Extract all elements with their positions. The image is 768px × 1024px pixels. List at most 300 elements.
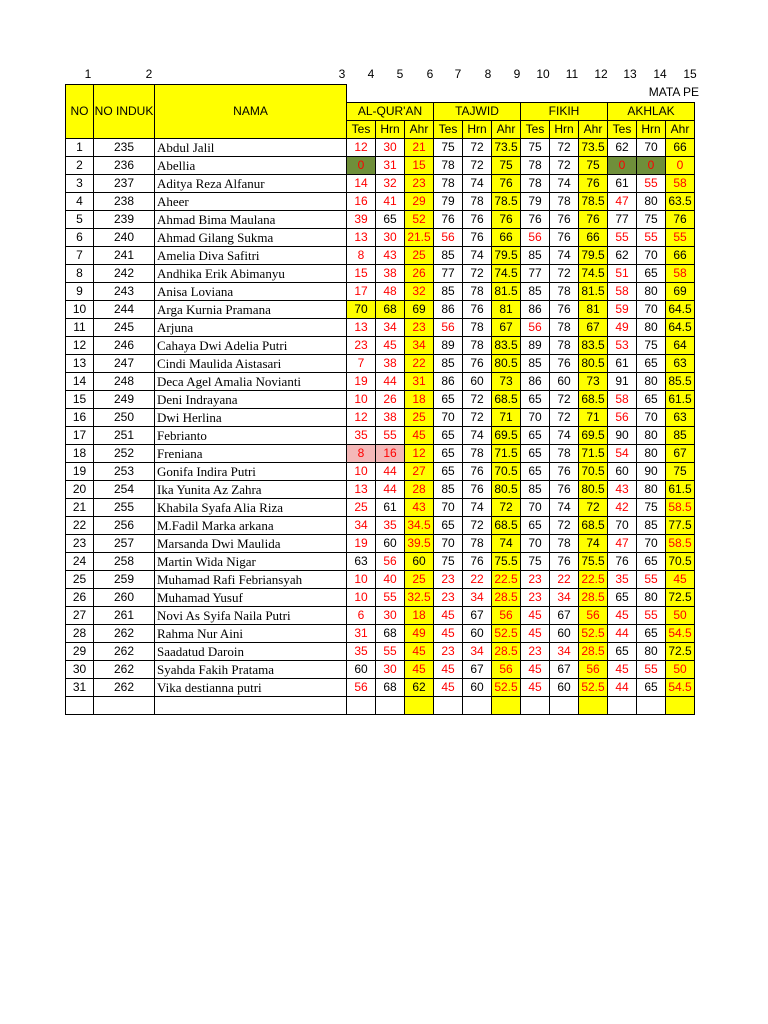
cell-score[interactable]: 79.5 xyxy=(579,246,608,264)
cell-score[interactable]: 86 xyxy=(521,372,550,390)
cell-score[interactable]: 0 xyxy=(347,156,376,174)
cell-score[interactable]: 55 xyxy=(637,606,666,624)
cell-score[interactable]: 45 xyxy=(608,660,637,678)
cell-score[interactable]: 90 xyxy=(637,462,666,480)
cell-score[interactable]: 32 xyxy=(376,174,405,192)
cell-score[interactable]: 75 xyxy=(637,210,666,228)
cell-nama[interactable]: Dwi Herlina xyxy=(155,408,347,426)
cell-score[interactable]: 67 xyxy=(579,318,608,336)
cell-score[interactable]: 78.5 xyxy=(579,192,608,210)
cell-score[interactable]: 78 xyxy=(463,534,492,552)
cell-nama[interactable]: Muhamad Rafi Febriansyah xyxy=(155,570,347,588)
cell-score[interactable]: 78 xyxy=(463,318,492,336)
cell-score[interactable]: 61.5 xyxy=(666,390,695,408)
cell-no-induk[interactable]: 259 xyxy=(94,570,155,588)
cell-score[interactable]: 80 xyxy=(637,642,666,660)
cell-score[interactable]: 47 xyxy=(608,534,637,552)
cell-score[interactable]: 56 xyxy=(521,318,550,336)
cell-score[interactable]: 18 xyxy=(405,390,434,408)
cell-score[interactable]: 85 xyxy=(521,354,550,372)
cell-score[interactable]: 65 xyxy=(521,390,550,408)
cell-score[interactable]: 64.5 xyxy=(666,300,695,318)
cell-score[interactable]: 63.5 xyxy=(666,192,695,210)
cell-score[interactable]: 70 xyxy=(521,498,550,516)
cell-score[interactable]: 70 xyxy=(434,534,463,552)
cell-score[interactable]: 12 xyxy=(347,408,376,426)
cell-score[interactable]: 55 xyxy=(376,642,405,660)
cell-score[interactable]: 44 xyxy=(376,372,405,390)
cell-score[interactable]: 60 xyxy=(405,552,434,570)
cell-score[interactable]: 30 xyxy=(376,606,405,624)
cell-score[interactable]: 60 xyxy=(608,462,637,480)
cell-score[interactable]: 58 xyxy=(666,264,695,282)
cell-score[interactable]: 71.5 xyxy=(492,444,521,462)
cell-no[interactable]: 24 xyxy=(66,552,94,570)
cell-score[interactable]: 34 xyxy=(376,318,405,336)
cell-score[interactable]: 48 xyxy=(376,282,405,300)
cell-no[interactable]: 18 xyxy=(66,444,94,462)
cell-score[interactable]: 50 xyxy=(666,660,695,678)
cell-score[interactable]: 69.5 xyxy=(579,426,608,444)
cell-score[interactable]: 78 xyxy=(550,192,579,210)
cell-score[interactable]: 68.5 xyxy=(579,516,608,534)
cell-score[interactable]: 81.5 xyxy=(492,282,521,300)
cell-no-induk[interactable]: 250 xyxy=(94,408,155,426)
cell-score[interactable]: 35 xyxy=(347,426,376,444)
cell-no-induk[interactable]: 262 xyxy=(94,624,155,642)
cell-nama[interactable]: Ahmad Gilang Sukma xyxy=(155,228,347,246)
cell-score[interactable]: 17 xyxy=(347,282,376,300)
cell-score[interactable]: 75 xyxy=(434,138,463,156)
cell-score[interactable]: 72 xyxy=(463,390,492,408)
cell-no-induk[interactable]: 244 xyxy=(94,300,155,318)
cell-score[interactable]: 56 xyxy=(492,606,521,624)
cell-score[interactable]: 71.5 xyxy=(579,444,608,462)
cell-score[interactable]: 27 xyxy=(405,462,434,480)
cell-score[interactable]: 35 xyxy=(347,642,376,660)
cell-score[interactable]: 54 xyxy=(608,444,637,462)
cell-score[interactable]: 70.5 xyxy=(579,462,608,480)
cell-nama[interactable]: Khabila Syafa Alia Riza xyxy=(155,498,347,516)
cell-score[interactable]: 34 xyxy=(347,516,376,534)
cell-score[interactable]: 32.5 xyxy=(405,588,434,606)
cell-score[interactable]: 90 xyxy=(608,426,637,444)
cell-score[interactable]: 58 xyxy=(608,282,637,300)
cell-score[interactable]: 23 xyxy=(434,588,463,606)
cell-score[interactable]: 28.5 xyxy=(579,588,608,606)
cell-no[interactable]: 8 xyxy=(66,264,94,282)
cell-score[interactable]: 80.5 xyxy=(579,480,608,498)
cell-score[interactable]: 79 xyxy=(521,192,550,210)
cell-score[interactable]: 76 xyxy=(463,552,492,570)
cell-score[interactable]: 70 xyxy=(521,408,550,426)
cell-no-induk[interactable]: 262 xyxy=(94,678,155,696)
cell-score[interactable]: 76 xyxy=(550,210,579,228)
cell-score[interactable]: 19 xyxy=(347,372,376,390)
cell-score[interactable]: 65 xyxy=(637,390,666,408)
cell-score[interactable]: 76 xyxy=(550,354,579,372)
cell-score[interactable]: 72 xyxy=(492,498,521,516)
cell-score[interactable]: 58 xyxy=(666,174,695,192)
cell-score[interactable]: 76 xyxy=(463,210,492,228)
cell-score[interactable]: 62 xyxy=(608,138,637,156)
cell-score[interactable]: 64 xyxy=(666,336,695,354)
cell-score[interactable]: 78 xyxy=(463,336,492,354)
cell-score[interactable]: 85 xyxy=(434,246,463,264)
cell-score[interactable]: 34 xyxy=(463,642,492,660)
cell-score[interactable]: 31 xyxy=(376,156,405,174)
cell-no[interactable]: 2 xyxy=(66,156,94,174)
cell-nama[interactable]: Gonifa Indira Putri xyxy=(155,462,347,480)
cell-score[interactable]: 26 xyxy=(405,264,434,282)
cell-score[interactable]: 72 xyxy=(463,408,492,426)
cell-nama[interactable]: Anisa Loviana xyxy=(155,282,347,300)
cell-score[interactable]: 22 xyxy=(550,570,579,588)
cell-score[interactable]: 68.5 xyxy=(492,390,521,408)
empty-cell[interactable] xyxy=(666,696,695,714)
cell-score[interactable]: 65 xyxy=(637,264,666,282)
empty-cell[interactable] xyxy=(347,696,376,714)
cell-score[interactable]: 10 xyxy=(347,462,376,480)
cell-no[interactable]: 22 xyxy=(66,516,94,534)
cell-score[interactable]: 12 xyxy=(405,444,434,462)
cell-score[interactable]: 34 xyxy=(463,588,492,606)
cell-score[interactable]: 79 xyxy=(434,192,463,210)
cell-score[interactable]: 58 xyxy=(608,390,637,408)
cell-score[interactable]: 72 xyxy=(463,138,492,156)
cell-score[interactable]: 65 xyxy=(637,552,666,570)
cell-score[interactable]: 77 xyxy=(521,264,550,282)
cell-score[interactable]: 71 xyxy=(492,408,521,426)
cell-score[interactable]: 52 xyxy=(405,210,434,228)
empty-cell[interactable] xyxy=(521,696,550,714)
cell-score[interactable]: 55 xyxy=(608,228,637,246)
empty-cell[interactable] xyxy=(463,696,492,714)
cell-score[interactable]: 19 xyxy=(347,534,376,552)
cell-score[interactable]: 59 xyxy=(608,300,637,318)
cell-score[interactable]: 22.5 xyxy=(492,570,521,588)
cell-no[interactable]: 3 xyxy=(66,174,94,192)
cell-score[interactable]: 76 xyxy=(550,552,579,570)
cell-score[interactable]: 75 xyxy=(666,462,695,480)
cell-score[interactable]: 55 xyxy=(376,588,405,606)
cell-score[interactable]: 60 xyxy=(550,624,579,642)
cell-score[interactable]: 79.5 xyxy=(492,246,521,264)
cell-score[interactable]: 65 xyxy=(521,426,550,444)
cell-score[interactable]: 60 xyxy=(376,534,405,552)
cell-score[interactable]: 75 xyxy=(492,156,521,174)
cell-nama[interactable]: Deni Indrayana xyxy=(155,390,347,408)
cell-score[interactable]: 65 xyxy=(434,426,463,444)
cell-score[interactable]: 70 xyxy=(521,534,550,552)
cell-score[interactable]: 83.5 xyxy=(579,336,608,354)
cell-score[interactable]: 53 xyxy=(608,336,637,354)
cell-score[interactable]: 23 xyxy=(521,588,550,606)
cell-score[interactable]: 60 xyxy=(550,678,579,696)
cell-score[interactable]: 76 xyxy=(463,300,492,318)
cell-score[interactable]: 23 xyxy=(405,318,434,336)
cell-score[interactable]: 26 xyxy=(376,390,405,408)
cell-score[interactable]: 70 xyxy=(347,300,376,318)
cell-score[interactable]: 28.5 xyxy=(492,642,521,660)
cell-score[interactable]: 78 xyxy=(550,444,579,462)
cell-score[interactable]: 72 xyxy=(550,390,579,408)
cell-score[interactable]: 21.5 xyxy=(405,228,434,246)
cell-score[interactable]: 39.5 xyxy=(405,534,434,552)
cell-score[interactable]: 66 xyxy=(666,138,695,156)
cell-score[interactable]: 86 xyxy=(434,300,463,318)
cell-score[interactable]: 78 xyxy=(550,534,579,552)
cell-score[interactable]: 80 xyxy=(637,588,666,606)
cell-score[interactable]: 74.5 xyxy=(492,264,521,282)
cell-score[interactable]: 67 xyxy=(492,318,521,336)
cell-no-induk[interactable]: 255 xyxy=(94,498,155,516)
cell-score[interactable]: 44 xyxy=(376,480,405,498)
cell-score[interactable]: 86 xyxy=(434,372,463,390)
cell-score[interactable]: 69 xyxy=(666,282,695,300)
cell-score[interactable]: 55 xyxy=(666,228,695,246)
cell-score[interactable]: 67 xyxy=(550,606,579,624)
cell-score[interactable]: 80 xyxy=(637,192,666,210)
cell-score[interactable]: 6 xyxy=(347,606,376,624)
cell-score[interactable]: 34.5 xyxy=(405,516,434,534)
cell-score[interactable]: 56 xyxy=(376,552,405,570)
cell-score[interactable]: 71 xyxy=(579,408,608,426)
cell-score[interactable]: 63 xyxy=(666,408,695,426)
cell-score[interactable]: 45 xyxy=(521,624,550,642)
cell-score[interactable]: 65 xyxy=(521,462,550,480)
cell-score[interactable]: 76 xyxy=(463,228,492,246)
cell-score[interactable]: 45 xyxy=(521,660,550,678)
cell-nama[interactable]: Muhamad Yusuf xyxy=(155,588,347,606)
cell-score[interactable]: 25 xyxy=(405,246,434,264)
cell-no-induk[interactable]: 235 xyxy=(94,138,155,156)
cell-score[interactable]: 70 xyxy=(637,246,666,264)
cell-no[interactable]: 27 xyxy=(66,606,94,624)
cell-score[interactable]: 55 xyxy=(637,660,666,678)
cell-no[interactable]: 1 xyxy=(66,138,94,156)
cell-score[interactable]: 56 xyxy=(521,228,550,246)
cell-score[interactable]: 70 xyxy=(434,498,463,516)
cell-no[interactable]: 25 xyxy=(66,570,94,588)
cell-score[interactable]: 80 xyxy=(637,444,666,462)
cell-score[interactable]: 56 xyxy=(434,228,463,246)
cell-score[interactable]: 56 xyxy=(492,660,521,678)
cell-score[interactable]: 55 xyxy=(637,228,666,246)
cell-score[interactable]: 30 xyxy=(376,138,405,156)
cell-nama[interactable]: Arga Kurnia Pramana xyxy=(155,300,347,318)
cell-score[interactable]: 60 xyxy=(550,372,579,390)
cell-score[interactable]: 72.5 xyxy=(666,642,695,660)
cell-score[interactable]: 30 xyxy=(376,228,405,246)
cell-score[interactable]: 28.5 xyxy=(579,642,608,660)
cell-score[interactable]: 75.5 xyxy=(579,552,608,570)
cell-score[interactable]: 75 xyxy=(637,336,666,354)
cell-score[interactable]: 23 xyxy=(434,570,463,588)
cell-nama[interactable]: Ahmad Bima Maulana xyxy=(155,210,347,228)
cell-score[interactable]: 60 xyxy=(463,624,492,642)
cell-score[interactable]: 8 xyxy=(347,444,376,462)
cell-score[interactable]: 65 xyxy=(434,462,463,480)
cell-score[interactable]: 76 xyxy=(521,210,550,228)
cell-score[interactable]: 51 xyxy=(608,264,637,282)
cell-score[interactable]: 65 xyxy=(521,516,550,534)
cell-score[interactable]: 64.5 xyxy=(666,318,695,336)
cell-score[interactable]: 76 xyxy=(666,210,695,228)
cell-score[interactable]: 72 xyxy=(579,498,608,516)
cell-score[interactable]: 65 xyxy=(376,210,405,228)
cell-score[interactable]: 72 xyxy=(463,516,492,534)
cell-score[interactable]: 73 xyxy=(492,372,521,390)
cell-score[interactable]: 44 xyxy=(608,678,637,696)
cell-nama[interactable]: Febrianto xyxy=(155,426,347,444)
cell-no-induk[interactable]: 248 xyxy=(94,372,155,390)
cell-nama[interactable]: Aheer xyxy=(155,192,347,210)
cell-score[interactable]: 52.5 xyxy=(579,624,608,642)
cell-nama[interactable]: Deca Agel Amalia Novianti xyxy=(155,372,347,390)
cell-score[interactable]: 74 xyxy=(463,246,492,264)
cell-score[interactable]: 70 xyxy=(637,534,666,552)
cell-score[interactable]: 8 xyxy=(347,246,376,264)
cell-no[interactable]: 12 xyxy=(66,336,94,354)
cell-score[interactable]: 73.5 xyxy=(579,138,608,156)
cell-no[interactable]: 13 xyxy=(66,354,94,372)
cell-score[interactable]: 81 xyxy=(492,300,521,318)
cell-score[interactable]: 65 xyxy=(608,588,637,606)
cell-score[interactable]: 60 xyxy=(347,660,376,678)
cell-score[interactable]: 13 xyxy=(347,318,376,336)
cell-score[interactable]: 78 xyxy=(521,174,550,192)
cell-nama[interactable]: Vika destianna putri xyxy=(155,678,347,696)
cell-score[interactable]: 15 xyxy=(347,264,376,282)
cell-score[interactable]: 45 xyxy=(434,606,463,624)
cell-score[interactable]: 70.5 xyxy=(492,462,521,480)
cell-no-induk[interactable]: 252 xyxy=(94,444,155,462)
cell-score[interactable]: 23 xyxy=(434,642,463,660)
cell-score[interactable]: 70 xyxy=(637,138,666,156)
cell-score[interactable]: 78 xyxy=(550,336,579,354)
cell-score[interactable]: 32 xyxy=(405,282,434,300)
cell-score[interactable]: 23 xyxy=(405,174,434,192)
cell-score[interactable]: 60 xyxy=(463,678,492,696)
cell-score[interactable]: 63 xyxy=(666,354,695,372)
cell-score[interactable]: 78 xyxy=(434,174,463,192)
cell-score[interactable]: 76 xyxy=(550,480,579,498)
cell-no-induk[interactable]: 254 xyxy=(94,480,155,498)
cell-score[interactable]: 38 xyxy=(376,408,405,426)
cell-score[interactable]: 91 xyxy=(608,372,637,390)
cell-score[interactable]: 72 xyxy=(550,138,579,156)
cell-score[interactable]: 60 xyxy=(463,372,492,390)
cell-score[interactable]: 78 xyxy=(463,192,492,210)
cell-score[interactable]: 38 xyxy=(376,264,405,282)
cell-score[interactable]: 34 xyxy=(550,588,579,606)
cell-score[interactable]: 74 xyxy=(550,498,579,516)
cell-score[interactable]: 63 xyxy=(347,552,376,570)
cell-no[interactable]: 9 xyxy=(66,282,94,300)
cell-score[interactable]: 45 xyxy=(376,336,405,354)
cell-score[interactable]: 80.5 xyxy=(579,354,608,372)
cell-score[interactable]: 66 xyxy=(579,228,608,246)
cell-score[interactable]: 72 xyxy=(550,408,579,426)
cell-score[interactable]: 55 xyxy=(637,174,666,192)
cell-score[interactable]: 45 xyxy=(521,678,550,696)
cell-score[interactable]: 70.5 xyxy=(666,552,695,570)
cell-no[interactable]: 19 xyxy=(66,462,94,480)
cell-score[interactable]: 85.5 xyxy=(666,372,695,390)
cell-score[interactable]: 70 xyxy=(637,300,666,318)
cell-score[interactable]: 78 xyxy=(550,318,579,336)
cell-score[interactable]: 23 xyxy=(521,642,550,660)
cell-score[interactable]: 12 xyxy=(347,138,376,156)
cell-score[interactable]: 61 xyxy=(376,498,405,516)
cell-score[interactable]: 67 xyxy=(463,606,492,624)
cell-score[interactable]: 68 xyxy=(376,624,405,642)
cell-no-induk[interactable]: 257 xyxy=(94,534,155,552)
cell-score[interactable]: 76 xyxy=(579,174,608,192)
cell-score[interactable]: 77.5 xyxy=(666,516,695,534)
cell-score[interactable]: 45 xyxy=(434,660,463,678)
cell-score[interactable]: 49 xyxy=(405,624,434,642)
cell-score[interactable]: 65 xyxy=(434,516,463,534)
cell-score[interactable]: 58.5 xyxy=(666,498,695,516)
cell-score[interactable]: 65 xyxy=(637,354,666,372)
cell-score[interactable]: 72 xyxy=(550,516,579,534)
cell-score[interactable]: 75 xyxy=(434,552,463,570)
cell-score[interactable]: 44 xyxy=(608,624,637,642)
cell-no-induk[interactable]: 239 xyxy=(94,210,155,228)
cell-score[interactable]: 58.5 xyxy=(666,534,695,552)
cell-score[interactable]: 61 xyxy=(608,174,637,192)
cell-score[interactable]: 25 xyxy=(405,570,434,588)
cell-score[interactable]: 75 xyxy=(521,138,550,156)
cell-score[interactable]: 7 xyxy=(347,354,376,372)
cell-score[interactable]: 75 xyxy=(637,498,666,516)
cell-nama[interactable]: M.Fadil Marka arkana xyxy=(155,516,347,534)
cell-score[interactable]: 70 xyxy=(637,408,666,426)
cell-score[interactable]: 65 xyxy=(521,444,550,462)
cell-no[interactable]: 26 xyxy=(66,588,94,606)
cell-no[interactable]: 17 xyxy=(66,426,94,444)
cell-score[interactable]: 56 xyxy=(434,318,463,336)
cell-score[interactable]: 49 xyxy=(608,318,637,336)
cell-score[interactable]: 74 xyxy=(492,534,521,552)
cell-score[interactable]: 0 xyxy=(608,156,637,174)
cell-no[interactable]: 7 xyxy=(66,246,94,264)
cell-nama[interactable]: Andhika Erik Abimanyu xyxy=(155,264,347,282)
empty-cell[interactable] xyxy=(608,696,637,714)
empty-cell[interactable] xyxy=(492,696,521,714)
cell-score[interactable]: 76 xyxy=(550,228,579,246)
cell-score[interactable]: 74 xyxy=(463,174,492,192)
cell-score[interactable]: 85 xyxy=(521,282,550,300)
cell-no-induk[interactable]: 240 xyxy=(94,228,155,246)
cell-score[interactable]: 85 xyxy=(521,480,550,498)
cell-score[interactable]: 68.5 xyxy=(579,390,608,408)
cell-score[interactable]: 85 xyxy=(637,516,666,534)
cell-score[interactable]: 62 xyxy=(405,678,434,696)
cell-no-induk[interactable]: 245 xyxy=(94,318,155,336)
cell-score[interactable]: 74 xyxy=(550,174,579,192)
cell-no[interactable]: 6 xyxy=(66,228,94,246)
cell-score[interactable]: 70 xyxy=(608,516,637,534)
cell-score[interactable]: 50 xyxy=(666,606,695,624)
cell-score[interactable]: 0 xyxy=(637,156,666,174)
empty-cell[interactable] xyxy=(94,696,155,714)
cell-no[interactable]: 16 xyxy=(66,408,94,426)
cell-score[interactable]: 65 xyxy=(637,624,666,642)
empty-cell[interactable] xyxy=(637,696,666,714)
